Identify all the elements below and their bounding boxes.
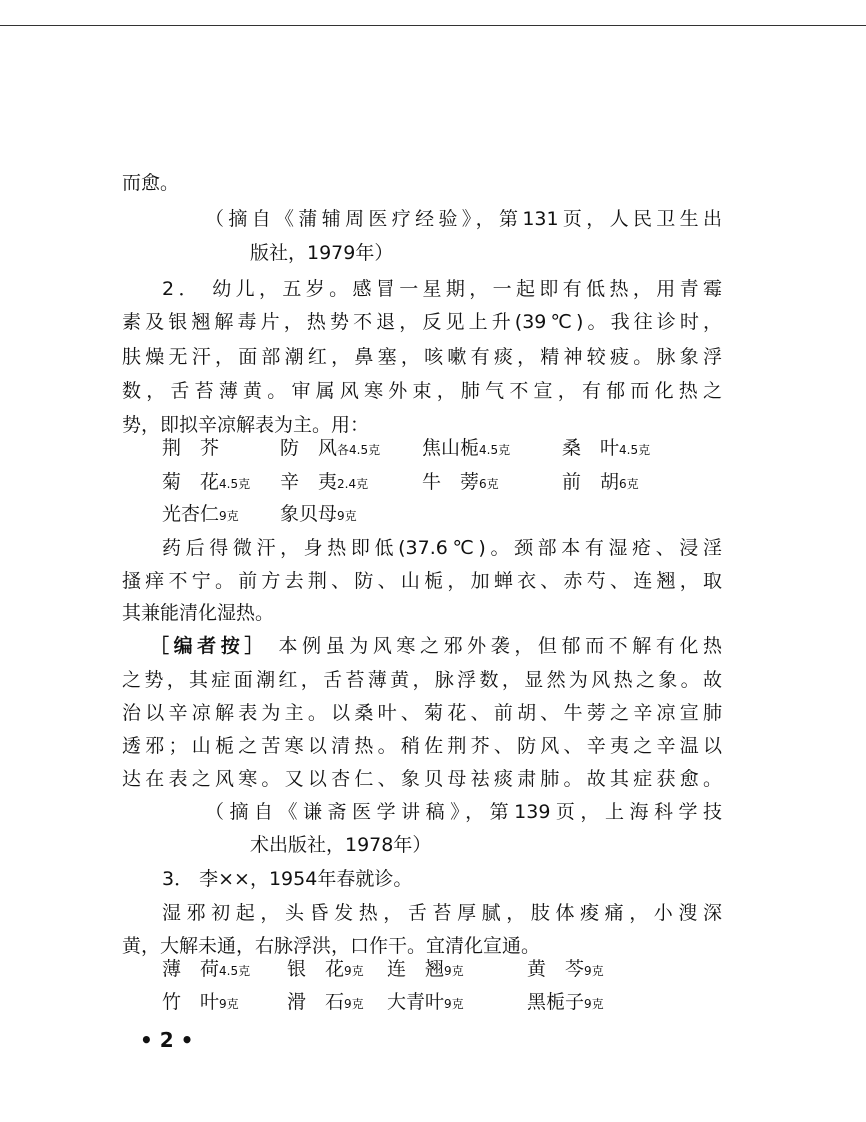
citation-line: （摘自《蒲辅周医疗经验》，第131页，人民卫生出 [205, 208, 722, 230]
ingredient [162, 990, 287, 1016]
citation-line: 版社，1979年） [250, 242, 394, 264]
ingredient-name: 象贝母 [280, 503, 338, 525]
ingredient-row [162, 990, 657, 1016]
text-line: 肤燥无汗，面部潮红，鼻塞，咳嗽有痰，精神较疲。脉象浮 [122, 346, 722, 368]
ingredient-name: 前 胡 [562, 471, 620, 493]
text-line: 达在表之风寒。又以杏仁、象贝母祛痰肃肺。故其症获愈。 [122, 768, 722, 790]
ingredient [387, 990, 527, 1016]
ingredient-name: 滑 石 [287, 991, 345, 1013]
ingredient [387, 957, 527, 983]
ingredient-dose: 各4.5克 [337, 443, 381, 457]
ingredient-name: 焦山栀 [422, 437, 480, 459]
ingredient-name: 大青叶 [387, 991, 445, 1013]
ingredient-name: 黑栀子 [527, 991, 585, 1013]
ingredient-name: 薄 荷 [162, 958, 220, 980]
ingredient-dose: 9克 [444, 997, 464, 1011]
text-line: 药后得微汗，身热即低(37.6℃)。颈部本有湿疮、浸淫 [162, 537, 722, 559]
ingredient [287, 957, 387, 983]
editor-note-text: 本例虽为风寒之邪外袭，但郁而不解有化热 [278, 635, 722, 657]
text-line: 势，即拟辛凉解表为主。用： [122, 414, 370, 436]
ingredient [162, 436, 280, 462]
ingredient-dose: 9克 [219, 509, 239, 523]
ingredient [280, 502, 422, 528]
ingredient-dose: 9克 [584, 997, 604, 1011]
editor-note-label: ［编者按］ [150, 635, 268, 657]
ingredient-name: 黄 芩 [527, 958, 585, 980]
text-line: 湿邪初起，头昏发热，舌苔厚腻，肢体痠痛，小溲深 [162, 902, 722, 924]
ingredient [162, 957, 287, 983]
ingredient [162, 470, 280, 496]
ingredient-name: 光杏仁 [162, 503, 220, 525]
ingredient-dose: 4.5克 [219, 477, 251, 491]
ingredient-dose: 9克 [584, 964, 604, 978]
ingredient [562, 436, 682, 462]
ingredient [280, 436, 422, 462]
text-line: 其兼能清化湿热。 [122, 602, 275, 624]
editor-note-first-line [150, 634, 722, 658]
case-heading: 3． 李××，1954年春就诊。 [162, 868, 413, 890]
ingredient-dose: 4.5克 [479, 443, 511, 457]
ingredient [162, 502, 280, 528]
top-rule [0, 25, 866, 26]
page-number: • 2 • [140, 1028, 194, 1052]
ingredient-name: 牛 蒡 [422, 471, 480, 493]
ingredient-dose: 9克 [337, 509, 357, 523]
ingredient [280, 470, 422, 496]
ingredient-name: 银 花 [287, 958, 345, 980]
ingredient-dose: 4.5克 [619, 443, 651, 457]
text-line: 数，舌苔薄黄。审属风寒外束，肺气不宣，有郁而化热之 [122, 380, 722, 402]
case-heading: 2． 幼儿，五岁。感冒一星期，一起即有低热，用青霉 [162, 278, 722, 300]
ingredient [422, 470, 562, 496]
ingredient-dose: 9克 [344, 997, 364, 1011]
ingredient [287, 990, 387, 1016]
text-line: 透邪；山栀之苦寒以清热。稍佐荆芥、防风、辛夷之辛温以 [122, 735, 722, 757]
ingredient-row [162, 470, 682, 496]
ingredient-dose: 4.5克 [219, 964, 251, 978]
ingredient-name: 荆 芥 [162, 437, 220, 459]
ingredient-name: 菊 花 [162, 471, 220, 493]
ingredient [527, 990, 657, 1016]
ingredient-dose: 9克 [219, 997, 239, 1011]
ingredient [422, 436, 562, 462]
ingredient-name: 桑 叶 [562, 437, 620, 459]
ingredient-name: 辛 夷 [280, 471, 338, 493]
text-line: 黄，大解未通，右脉浮洪，口作干。宜清化宣通。 [122, 935, 541, 957]
ingredient-dose: 6克 [479, 477, 499, 491]
text-line: 搔痒不宁。前方去荆、防、山栀，加蝉衣、赤芍、连翘，取 [122, 570, 722, 592]
citation-line: （摘自《谦斋医学讲稿》，第139页，上海科学技 [205, 801, 722, 823]
ingredient-name: 防 风 [280, 437, 338, 459]
text-line: 之势，其症面潮红，舌苔薄黄，脉浮数，显然为风热之象。故 [122, 669, 722, 691]
text-line: 治以辛凉解表为主。以桑叶、菊花、前胡、牛蒡之辛凉宣肺 [122, 702, 722, 724]
ingredient [562, 470, 682, 496]
ingredient-dose: 6克 [619, 477, 639, 491]
ingredient [527, 957, 657, 983]
ingredient-dose: 9克 [344, 964, 364, 978]
ingredient-name: 连 翘 [387, 958, 445, 980]
text-line: 素及银翘解毒片，热势不退，反见上升(39℃)。我往诊时， [122, 311, 722, 333]
ingredient-name: 竹 叶 [162, 991, 220, 1013]
ingredient-dose: 2.4克 [337, 477, 369, 491]
citation-line: 术出版社，1978年） [250, 834, 432, 856]
ingredient-dose: 9克 [444, 964, 464, 978]
ingredient-row [162, 502, 422, 528]
ingredient-row [162, 436, 682, 462]
ingredient-row [162, 957, 657, 983]
text-line: 而愈。 [122, 172, 180, 194]
